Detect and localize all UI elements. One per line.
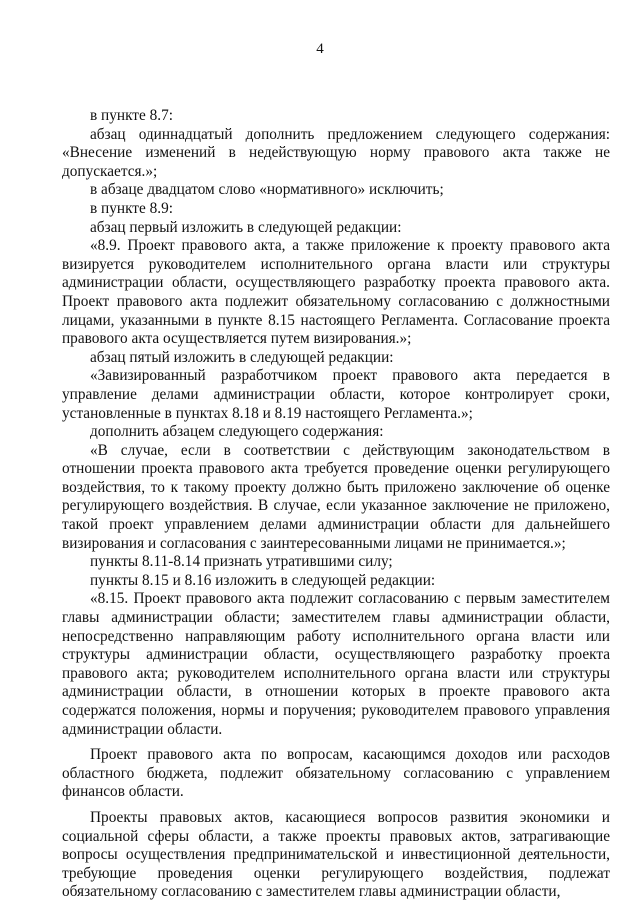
paragraph-item-8-9: в пункте 8.9: (90, 199, 173, 217)
paragraph-add-abzac: дополнить абзацем следующего содержания: (90, 423, 384, 441)
paragraph-8-9-text: «8.9. Проект правового акта, а также приложение к проекту правового акта визируется руководителем исполнительного органа власти или структуры администрации области, осуществляющего разработку проекта правового акта. Проект правового акта подлежит обязательному согласованию с должностными лицами, указанными в пункте 8.15 настоящего Регламента. Согласование проекта правового акта осуществляется путем визирования.»; (62, 237, 610, 348)
document-body (62, 107, 610, 902)
paragraph-economy: Проекты правовых актов, касающиеся вопросов развития экономики и социальной сферы области, а также проекты правовых актов, затрагивающие вопросы осуществления предпринимательской и инвестиционной деятельности, требующие проведения оценки регулирующего воздействия, подлежат обязательному согласованию с заместителем главы администрации области, (62, 808, 610, 901)
paragraph-abzac-20: в абзаце двадцатом слово «нормативного» исключить; (90, 181, 444, 199)
paragraph-8-11-8-14: пункты 8.11-8.14 признать утратившими силу; (90, 553, 393, 571)
paragraph-abzac-11: абзац одиннадцатый дополнить предложением следующего содержания: «Внесение изменений в недействующую норму правового акта также не допускается.»; (62, 125, 610, 180)
paragraph-add-abzac-text: «В случае, если в соответствии с действующим законодательством в отношении проекта правового акта требуется проведение оценки регулирующего воздействия, то к такому проекту должно быть приложено заключение об оценке регулирующего воздействия. В случае, если указанное заключение не приложено, такой проект управлением делами администрации области для дальнейшего визирования и согласования с заинтересованными лицами не принимается.»; (62, 441, 610, 552)
paragraph-budget: Проект правового акта по вопросам, касающимся доходов или расходов областного бюджета, подлежит обязательному согласованию с управлением финансов области. (62, 746, 610, 801)
page-number: 4 (316, 41, 324, 57)
paragraph-abzac-5: абзац пятый изложить в следующей редакции: (90, 348, 394, 366)
paragraph-8-15-text: «8.15. Проект правового акта подлежит согласованию с первым заместителем главы администрации области; заместителем главы администрации области, непосредственно направляющим работу исполнительного органа власти или структуры администрации области, осуществляющего разработку проекта правового акта; руководителем исполнительного органа власти или структуры администрации области, в отношении которых в проекте правового акта содержатся положения, нормы и поручения; руководителем правового управления администрации области. (62, 590, 610, 738)
paragraph-abzac-5-text: «Завизированный разработчиком проект правового акта передается в управление делами администрации области, которое контролирует сроки, установленные в пунктах 8.18 и 8.19 настоящего Регламента.»; (62, 367, 610, 422)
paragraph-8-15-8-16: пункты 8.15 и 8.16 изложить в следующей редакции: (90, 571, 436, 589)
paragraph-abzac-1: абзац первый изложить в следующей редакции: (90, 218, 402, 236)
paragraph-item-8-7: в пункте 8.7: (90, 107, 173, 124)
